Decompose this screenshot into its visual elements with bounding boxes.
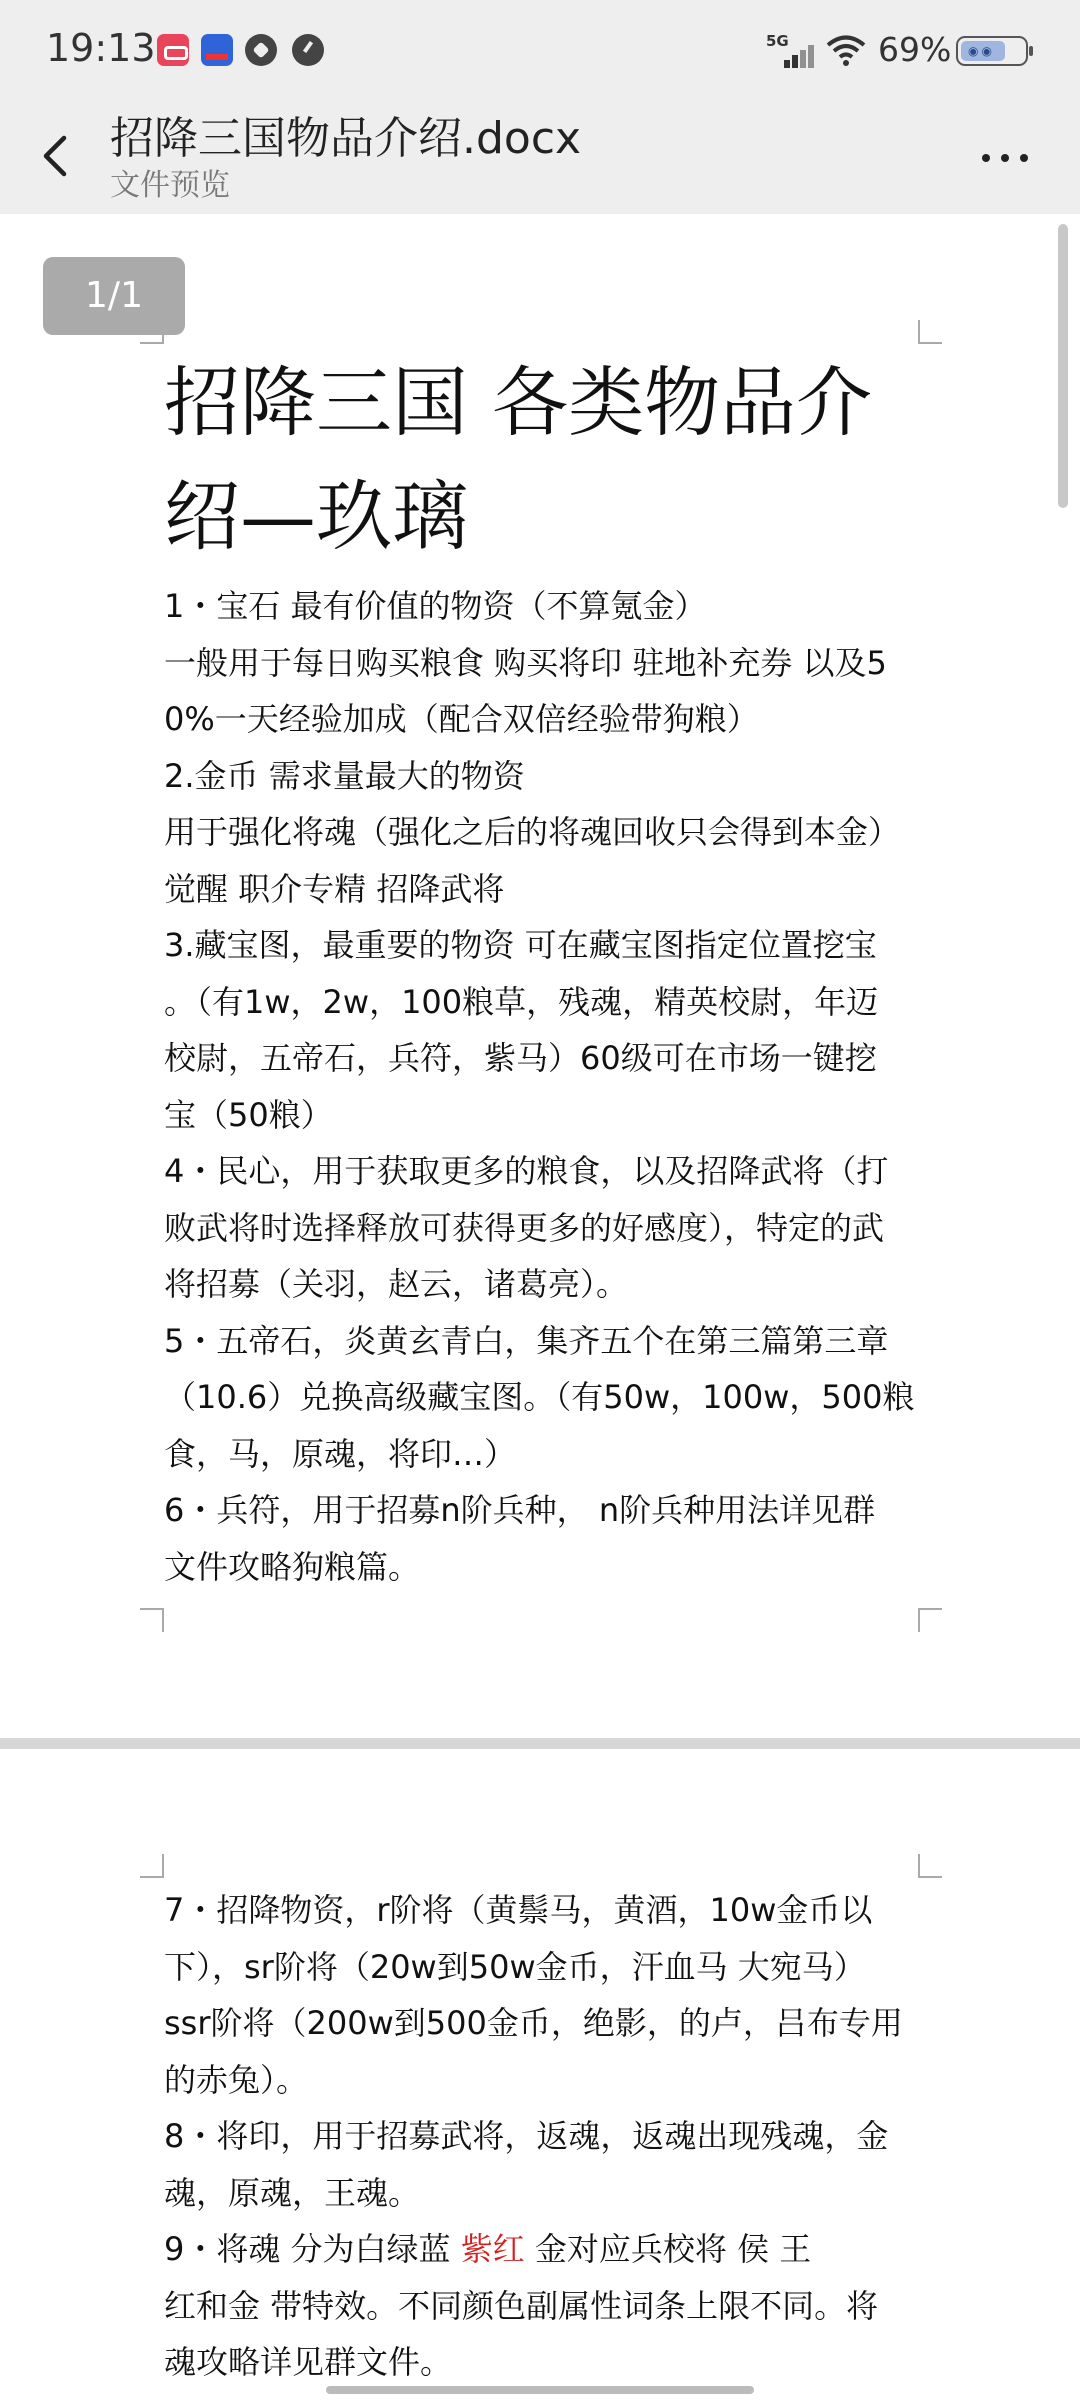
- paragraph-line: 将招募（关羽，赵云，诸葛亮）。: [164, 1265, 629, 1303]
- paragraph-line: 魂，原魂，王魂。: [164, 2173, 421, 2212]
- paragraph-line: 下），sr阶将（20w到50w金币，汗血马 大宛马）: [164, 1947, 866, 1986]
- page-2-content: [164, 1882, 924, 2391]
- back-button[interactable]: [30, 118, 90, 192]
- heading-line: 招降三国 各类物品介: [164, 358, 873, 447]
- battery-percent: 69%: [878, 30, 952, 69]
- paragraph-line: 食，马，原魂，将印…）: [164, 1434, 517, 1473]
- paragraph-line: 文件攻略狗粮篇。: [164, 1547, 421, 1586]
- paragraph-line: 6・兵符，用于招募n阶兵种， n阶兵种用法详见群: [164, 1491, 876, 1529]
- paragraph-line: 3.藏宝图，最重要的物资 可在藏宝图指定位置挖宝: [164, 926, 877, 964]
- status-bar: [0, 0, 1080, 100]
- more-options-button[interactable]: [970, 128, 1040, 184]
- network-type: 5G: [766, 32, 789, 50]
- battery-icon: ◉◉: [956, 36, 1028, 66]
- paragraph-line: 2.金币 需求量最大的物资: [164, 756, 525, 795]
- page-crop-mark: [140, 1854, 164, 1878]
- back-arrow-icon: [40, 134, 70, 178]
- page-crop-mark: [918, 1854, 942, 1878]
- notification-app-icon: [245, 34, 277, 66]
- page-indicator: 1/1: [43, 257, 185, 335]
- wifi-icon: [826, 34, 866, 66]
- page-crop-mark: [140, 1608, 164, 1632]
- paragraph-line: 1・宝石 最有价值的物资（不算氪金）: [164, 587, 707, 625]
- paragraph-line: 校尉，五帝石，兵符，紫马）60级可在市场一键挖: [164, 1039, 877, 1077]
- paragraph-line: 4・民心，用于获取更多的粮食，以及招降武将（打: [164, 1152, 889, 1190]
- paragraph-line: 0%一天经验加成（配合双倍经验带狗粮）: [164, 700, 759, 738]
- signal-icon: [764, 34, 812, 68]
- paragraph-line: 。（有1w，2w，100粮草，残魂，精英校尉，年迈: [164, 982, 879, 1021]
- document-viewer[interactable]: [0, 214, 1080, 2400]
- notification-app-icon: [157, 34, 189, 66]
- document-subtitle: 文件预览: [110, 168, 230, 203]
- paragraph-line: 红和金 带特效。不同颜色副属性词条上限不同。将: [164, 2286, 879, 2325]
- paragraph-line: 8・将印，用于招募武将，返魂，返魂出现残魂，金: [164, 2117, 889, 2155]
- notification-app-icon: [201, 34, 233, 66]
- paragraph-line: ssr阶将（200w到500金币，绝影，的卢，吕布专用: [164, 2004, 903, 2042]
- item-9-suffix: 金对应兵校将 侯 王: [524, 2230, 812, 2268]
- status-time: 19:13: [46, 26, 156, 70]
- item-9-prefix: 9・将魂 分为白绿蓝: [164, 2230, 461, 2268]
- page-crop-mark: [918, 1608, 942, 1632]
- paragraph-line: 魂攻略详见群文件。: [164, 2343, 453, 2381]
- home-indicator[interactable]: [326, 2386, 754, 2394]
- paragraph-line: （10.6）兑换高级藏宝图。（有50w，100w，500粮: [164, 1378, 915, 1416]
- paragraph-line: 7・招降物资，r阶将（黄鬃马，黄酒，10w金币以: [164, 1891, 873, 1929]
- page-1-content: [164, 346, 924, 1595]
- document-heading: [164, 346, 924, 574]
- scrollbar[interactable]: [1058, 224, 1068, 508]
- notification-app-icon: [292, 34, 324, 66]
- paragraph-line: 一般用于每日购买粮食 购买将印 驻地补充券 以及5: [164, 643, 887, 682]
- document-title: 招降三国物品介绍.docx: [110, 113, 582, 164]
- more-options-icon: [982, 154, 990, 162]
- paragraph-line: 的赤兔）。: [164, 2060, 309, 2099]
- paragraph-line: 用于强化将魂（强化之后的将魂回收只会得到本金）: [164, 813, 901, 851]
- paragraph-line: 败武将时选择释放可获得更多的好感度），特定的武: [164, 1208, 885, 1247]
- app-bar: [0, 100, 1080, 214]
- paragraph-line: 5・五帝石，炎黄玄青白，集齐五个在第三篇第三章: [164, 1321, 889, 1360]
- page-crop-mark: [918, 320, 942, 344]
- paragraph-line: 宝（50粮）: [164, 1095, 333, 1134]
- paragraph-line: 觉醒 职介专精 招降武将: [164, 869, 505, 908]
- paragraph-line: [164, 2221, 924, 2278]
- heading-line: 绍—玖璃: [164, 472, 468, 561]
- page-separator: [0, 1738, 1080, 1749]
- highlighted-text-red: 紫红: [460, 2230, 525, 2268]
